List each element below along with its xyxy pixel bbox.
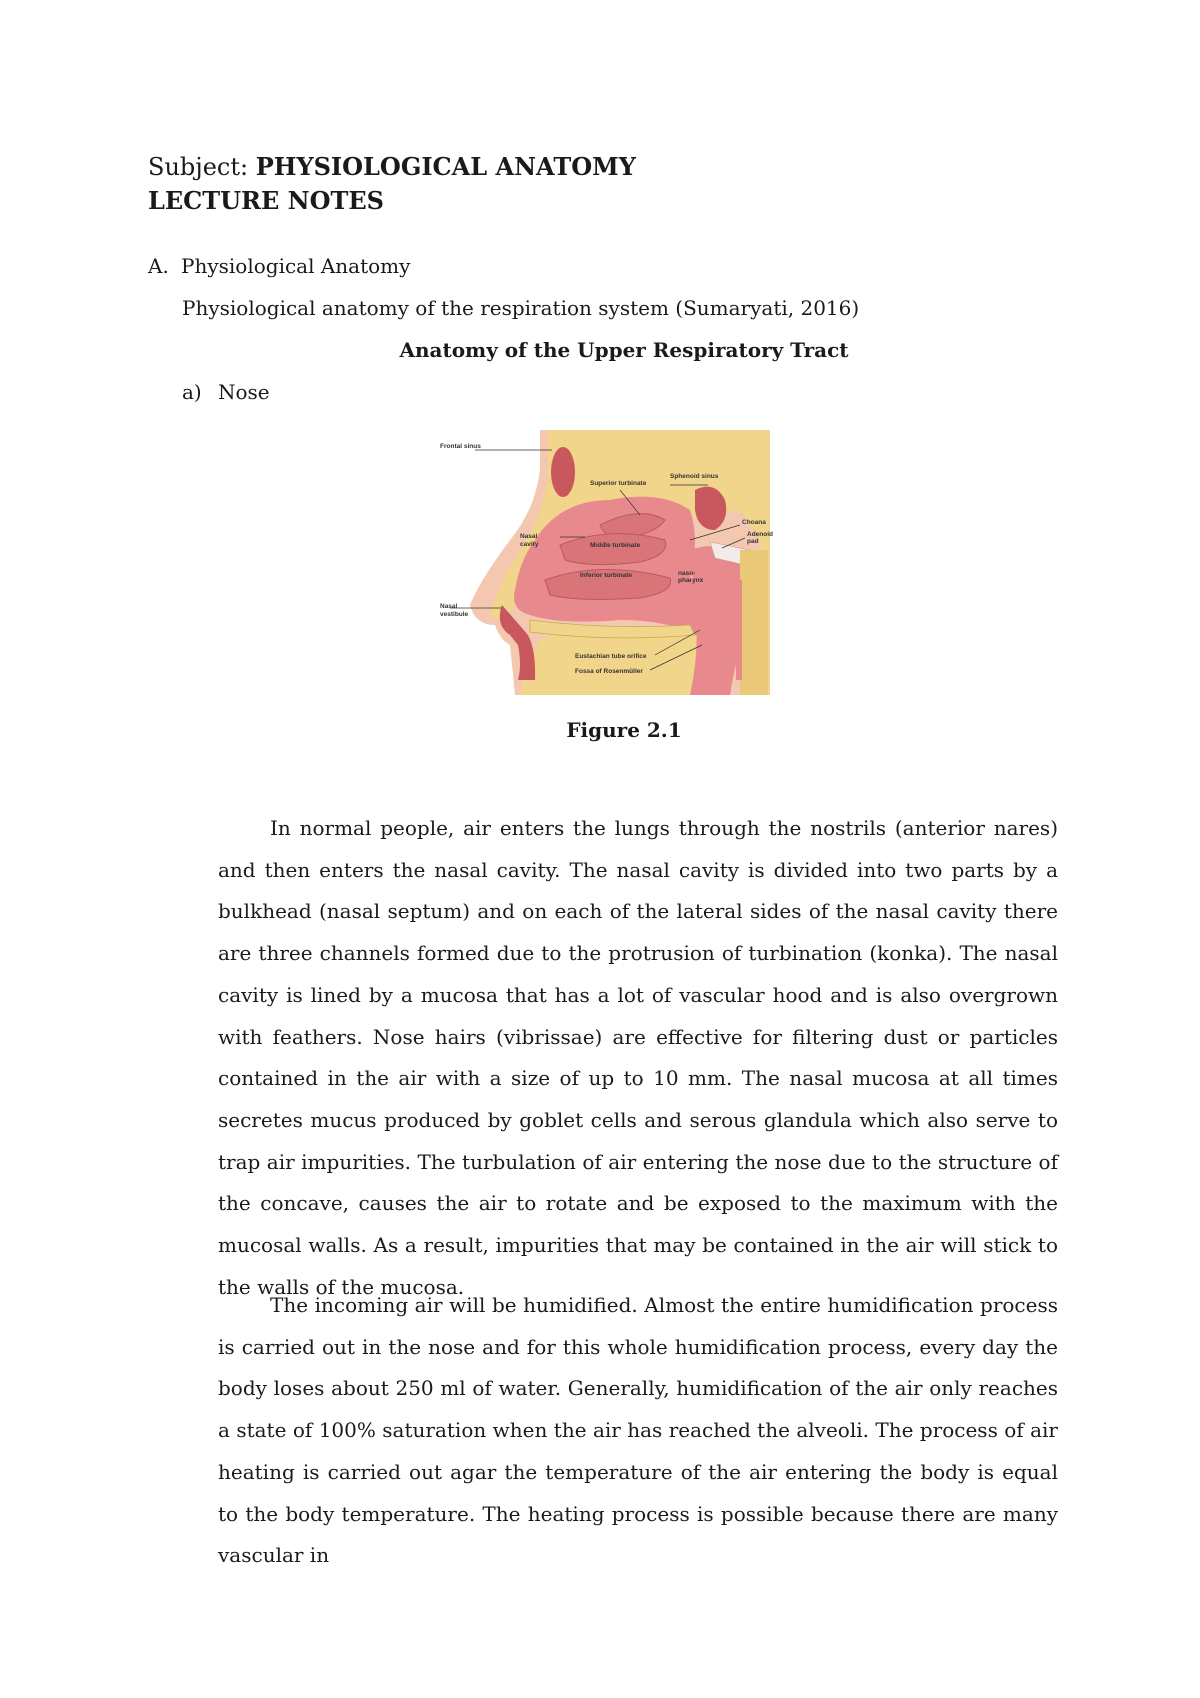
label-nasopharynx-2: pharynx [678, 577, 704, 584]
svg-text:Nasal [520, 533, 538, 540]
label-frontal-sinus: Frontal sinus [440, 443, 481, 450]
section-label: A. [148, 254, 169, 278]
svg-text:Middle turbinate [590, 542, 641, 549]
section-a-title [148, 254, 410, 278]
label-nasal-vestibule-1: Nasal [440, 603, 458, 610]
svg-text:Frontal sinus [440, 443, 481, 450]
body-paragraph: In normal people, air enters the lungs through the nostrils (anterior nares) and then enters the nasal cavity. The nasal cavity is divided into two parts by a bulkhead (nasal septum) and on each of the lateral sides of the nasal cavity there are three channels formed due to the protrusion of turbination (konka). The nasal cavity is lined by a mucosa that has a lot of vascular hood and is also overgrown with feathers. Nose hairs (vibrissae) are effective for filtering dust or particles contained in the air with a size of up to 10 mm. The nasal mucosa at all times secretes mucus produced by goblet cells and serous glandula which also serve to trap air impurities. The turbulation of air entering the nose due to the structure of the concave, causes the air to rotate and be exposed to the maximum with the mucosal walls. As a result, impurities that may be contained in the air will stick to the walls of the mucosa. [218, 816, 1058, 1299]
section-intro: Physiological anatomy of the respiration system (Sumaryati, 2016) [182, 296, 860, 320]
item-title: Nose [218, 380, 270, 404]
body-paragraph: The incoming air will be humidified. Almost the entire humidification process is carried out in the nose and for this whole humidification process, every day the body loses about 250 ml of water. Generally, humidification of the air only reaches a state of 100% saturation when the air has reached the alveoli. The process of air heating is carried out agar the temperature of the air entering the body is equal to the body temperature. The heating process is possible because there are many vascular in [218, 1293, 1058, 1568]
svg-text:Superior turbinate [590, 480, 647, 487]
label-superior-turbinate: Superior turbinate [590, 480, 647, 487]
svg-text:vestibule [440, 611, 469, 618]
subheading: Anatomy of the Upper Respiratory Tract [399, 338, 849, 362]
label-inferior-turbinate: Inferior turbinate [580, 572, 633, 579]
label-sphenoid-sinus: Sphenoid sinus [670, 473, 719, 480]
svg-text:cavity [520, 541, 539, 548]
frontal-sinus [551, 447, 575, 497]
label-adenoid-pad-2: pad [747, 538, 759, 545]
label-nasal-cavity-1: Nasal [520, 533, 538, 540]
svg-text:pad [747, 538, 759, 545]
label-middle-turbinate: Middle turbinate [590, 542, 641, 549]
list-item-nose [182, 380, 270, 404]
figure-caption: Figure 2.1 [566, 718, 682, 742]
document-heading [148, 150, 636, 218]
label-adenoid-pad-1: Adenoid [747, 531, 773, 538]
label-choana: Choana [742, 519, 766, 526]
label-fossa: Fossa of Rosenmüller [575, 668, 643, 675]
lecture-notes-title: LECTURE NOTES [148, 186, 384, 215]
svg-text:Inferior turbinate [580, 572, 632, 579]
label-eustachian: Eustachian tube orifice [575, 653, 647, 660]
svg-text:Eustachian tube orifice [575, 653, 647, 660]
svg-text:Choana [742, 519, 766, 526]
svg-text:Sphenoid sinus [670, 473, 719, 480]
nasal-anatomy-figure [440, 430, 800, 695]
svg-text:Fossa of Rosenmüller [575, 668, 643, 675]
label-nasopharynx-1: naso- [678, 570, 696, 577]
svg-text:pharynx [678, 577, 704, 584]
label-nasal-vestibule-2: vestibule [440, 611, 469, 618]
svg-text:naso- [678, 570, 695, 577]
subject-label: Subject: [148, 153, 249, 181]
item-label: a) [182, 380, 202, 404]
svg-text:Nasal [440, 603, 458, 610]
spine [740, 550, 768, 695]
subject-title: PHYSIOLOGICAL ANATOMY [255, 152, 636, 181]
section-title: Physiological Anatomy [181, 254, 411, 278]
label-nasal-cavity-2: cavity [520, 541, 539, 548]
svg-text:Adenoid [747, 531, 773, 538]
